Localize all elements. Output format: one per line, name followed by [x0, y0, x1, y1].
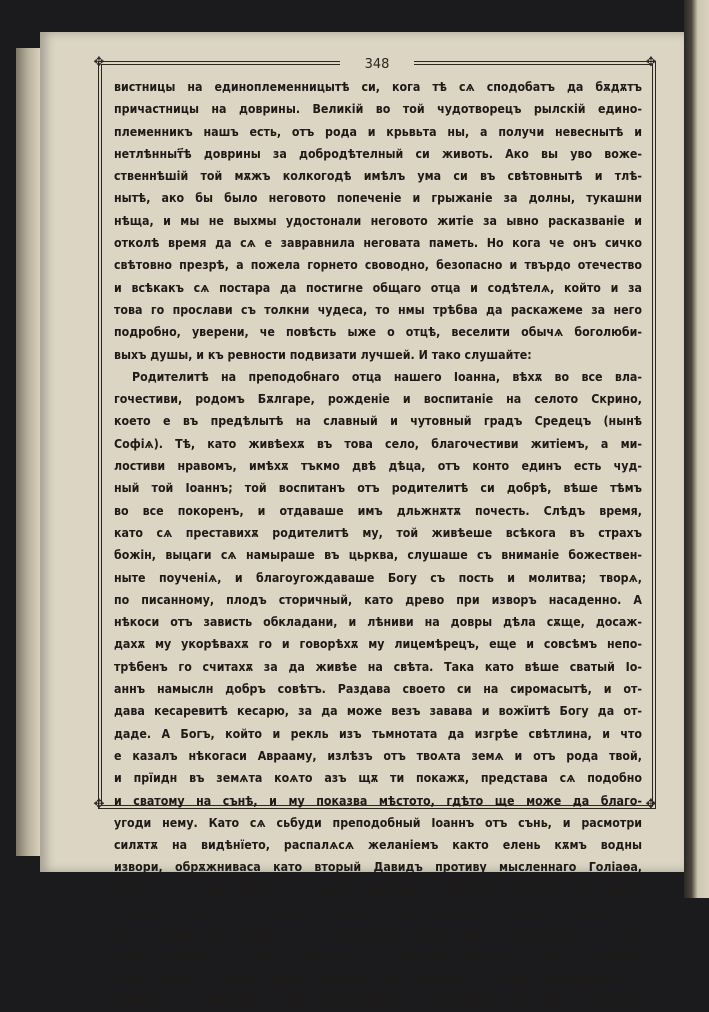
text-line: лостиви нравомъ, имѣхѫ тъкмо двѣ дѣца, отъ конто единъ есть чуд-: [114, 459, 642, 474]
text-line: и всѣкакъ сѧ постара да постигне общаго отца и содѣтелѧ, който и за: [114, 280, 642, 295]
text-line: даде. А Богъ, който и рекль изъ тьмнотата да изгрѣе свѣтлина, и что: [114, 726, 642, 741]
text-line: свѣтовно презрѣ, а пожела горнето своводно, безопасно и твърдо отечество: [114, 258, 642, 273]
text-line: нетлѣнныт҃ѣ доврины за добродѣтелный си животь. Ако вы уво воже-: [114, 146, 642, 161]
text-line: нѣкоси отъ зависть обкладани, и лѣниви на довры дѣла сѫще, досаж-: [114, 615, 642, 630]
text-line: Родителитѣ на преподобнаго отца нашего Іоанна, вѣхѫ во все вла-: [132, 369, 642, 384]
body-text: [114, 76, 642, 1012]
text-line: извори, обрѫжниваса като вторый Давидъ противу мысленнаго Голіаѳа,: [114, 860, 642, 875]
corner-ornament-icon: ✥: [645, 797, 657, 812]
text-line: Софіѧ). Тѣ, като живѣехѫ въ това село, благочестиви житіемъ, а ми-: [114, 436, 642, 451]
text-line: дахѫ му укорѣвахѫ го и говорѣхѫ му лицемѣрецъ, еще и совсѣмъ непо-: [114, 637, 642, 652]
text-line: земнытѣ, и пепелнытѣ на прѣстенннытѣ, излѣзнува изъ мїра, конечно,: [114, 994, 642, 1009]
text-line: махва власытѣ си сосъ страстытѣ и похотытѣ заедно: и като постовал: [114, 949, 642, 964]
text-line: тамо, малко нѣкое время колкото за обученіе, остава земленнытѣ и: [114, 971, 642, 986]
text-line: трѣбенъ го считахѫ за да живѣе на свѣта. Така като вѣше сватый Іо-: [114, 659, 642, 674]
text-line: нѣща, и мы не выхмы удостонали неговото житіе за ывно расказваніе и: [114, 213, 642, 228]
corner-ornament-icon: ✥: [645, 55, 657, 70]
text-line: което е въ предѣлытѣ на славный и чутовный градъ Средецъ (нынѣ: [114, 414, 642, 429]
text-line: като отиде въ единъ отъ окрестнытѣ манастыри, пострыгваса и от-: [114, 927, 642, 942]
text-line: правды, возлага и шлемъ спасенїѧ божественный покровъ казвамъ, и: [114, 904, 642, 919]
text-line: божін, выцаги сѧ намыраше въ цьрква, слушаше съ вниманіе божествен-: [114, 548, 642, 563]
text-line: причастницы на доврины. Великій во той чудотворецъ рылскій едино-: [114, 102, 642, 117]
text-line: това го прослави съ толкни чудеса, то нмы трѣбва да раскажеме за него: [114, 302, 642, 317]
text-line: аннъ намыслн добръ совѣтъ. Раздава своето си на сиромасытѣ, и от-: [114, 682, 642, 697]
corner-ornament-icon: ✥: [93, 55, 105, 70]
text-line: вистницы на единоплеменницытѣ си, кога тѣ сѧ сподобатъ да бѫдѫтъ: [114, 80, 642, 94]
text-line: като сѧ преставихѫ родителитѣ му, той живѣеше всѣкога въ страхъ: [114, 525, 642, 540]
text-line: племенникъ нашъ есть, отъ рода и крьвьта ны, а получи невеснытѣ и: [114, 124, 642, 139]
text-line: ныте поученіѧ, и благоугождаваше Богу съ пость и молитва; творѧ,: [114, 570, 642, 585]
text-line: намѣсто съ три камыка съ вѣра, надежда и лывовь, обличаса въ вронѧ: [114, 882, 642, 897]
text-line: гочестиви, родомъ Бѫлгаре, рожденіе и воспитаніе на селото Скрино,: [114, 392, 642, 407]
text-line: выхъ душы, и къ ревности подвизати лучшей. И тако слушайте:: [114, 347, 532, 362]
text-line: дава кесаревитѣ кесарю, за да може везъ завава и вожїитѣ Богу да от-: [114, 704, 642, 719]
text-line: и прїидн въ земѧта коѧто азъ щѫ ти покажѫ, представа сѧ подобно: [114, 771, 642, 786]
text-line: ный той Іоаннъ; той воспитанъ отъ родителитѣ си добрѣ, вѣше тѣмъ: [114, 481, 642, 496]
text-line: и сватому на сънѣ, и му показва мѣстото, гдѣто ще може да благо-: [114, 793, 642, 808]
page-number: 348: [340, 58, 414, 72]
text-line: силѫтѫ на видѣнїето, распалѧсѧ желаніемъ както елень кѫмъ водны: [114, 838, 642, 853]
book-spine: [684, 0, 709, 898]
text-line: угоди нему. Като сѧ сьбуди преподобный Іоаннъ отъ сънь, и расмотри: [114, 815, 642, 830]
corner-ornament-icon: ✥: [93, 797, 105, 812]
text-line: нытѣ, ако бы было неговото попеченіе и грыжаніе за долны, тукашни: [114, 191, 642, 206]
text-line: по писанному, плодъ сторичный, като древо при изворъ насаденно. А: [114, 592, 642, 607]
text-line: отколѣ время да сѧ е завравнила неговата паметь. Но кога че онъ сичко: [114, 236, 642, 251]
text-line: во все покоренъ, и отдаваше имъ дльжнѫтѫ почесть. Слѣдъ время,: [114, 503, 642, 518]
text-line: подробно, уверени, че повѣсть ыже о отцѣ, веселити обычѧ боголюби-: [114, 325, 642, 340]
text-line: е казалъ нѣкогаси Аврааму, излѣзъ отъ твоѧта земѧ и отъ рода твой,: [114, 748, 642, 763]
text-line: ственнѣшій той мѫжъ колкогодѣ имѣлъ ума си въ свѣтовнытѣ и тлѣ-: [114, 169, 642, 184]
